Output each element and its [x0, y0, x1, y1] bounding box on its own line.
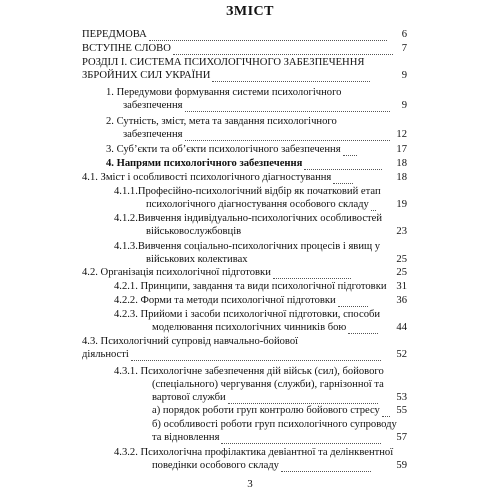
- toc-entry-4-1-3-cont: військових колективах: [146, 254, 248, 265]
- toc-page-number: 7: [401, 43, 407, 54]
- toc-entry-4-2: 4.2. Організація психологічної підготовки: [82, 267, 353, 279]
- page-title: ЗМІСТ: [226, 4, 274, 19]
- toc-entry-2: 2. Сутність, зміст, мета та завдання психологічного: [106, 116, 337, 127]
- toc-entry-2-cont: забезпечення: [123, 129, 392, 141]
- toc-page-number: 55: [396, 405, 407, 416]
- toc-page-number: 25: [396, 267, 407, 278]
- toc-entry-4-1: 4.1. Зміст і особливості психологічного діагностування: [82, 172, 355, 184]
- toc-page-number: 19: [396, 199, 407, 210]
- toc-entry-4-1-1-cont: психологічного діагностування особового складу: [146, 199, 378, 211]
- toc-entry-4-3-1-b-cont: та відновлення: [152, 432, 383, 444]
- toc-page-number: 44: [396, 322, 407, 333]
- toc-entry-1: 1. Передумови формування системи психологічного: [106, 87, 342, 98]
- toc-entry-4: 4. Напрями психологічного забезпечення: [106, 158, 384, 170]
- toc-entry-4-3-cont: діяльності: [82, 349, 383, 361]
- toc-entry-4-3-2-cont: поведінки особового складу: [152, 460, 373, 472]
- toc-page-number: 25: [396, 254, 407, 265]
- toc-entry-4-3: 4.3. Психологічний супровід навчально-бойової: [82, 336, 299, 347]
- toc-entry-1-cont: забезпечення: [123, 100, 392, 112]
- toc-entry-4-2-2: 4.2.2. Форми та методи психологічної підготовки: [114, 295, 370, 307]
- toc-page-number: 6: [401, 29, 407, 40]
- toc-entry-4-2-3-cont: моделювання психологічних чинників бою: [152, 322, 380, 334]
- toc-page-number: 9: [401, 70, 407, 81]
- toc-entry-4-3-1-cont2: вартової служби: [152, 392, 380, 404]
- toc-page-number: 36: [396, 295, 407, 306]
- toc-entry-4-1-2-cont: військовослужбовців: [146, 226, 242, 237]
- toc-page-number: 59: [396, 460, 407, 471]
- toc-page-number: 17: [396, 144, 407, 155]
- toc-page-number: 18: [396, 172, 407, 183]
- toc-entry-4-1-2: 4.1.2.Вивчення індивідуально-психологічних особливостей: [114, 213, 383, 224]
- toc-page-number: 23: [396, 226, 407, 237]
- toc-entry-4-3-2: 4.3.2. Психологічна профілактика девіантної та делінквентної: [114, 447, 394, 458]
- toc-entry-4-3-1-cont: (спеціального) чергування (служби), гарнізонної та: [152, 379, 384, 390]
- toc-entry-4-1-1: 4.1.1.Професійно-психологічний відбір як початковий етап: [114, 186, 381, 197]
- toc-page-number: 53: [396, 392, 407, 403]
- toc-entry-4-2-1: 4.2.1. Принципи, завдання та види психологічної підготовки: [114, 281, 387, 292]
- toc-entry-4-3-1: 4.3.1. Психологічне забезпечення дій військ (сил), бойового: [114, 366, 384, 377]
- toc-page-number: 18: [396, 158, 407, 169]
- toc-entry-4-3-1-b: б) особливості роботи груп психологічного супроводу: [152, 419, 397, 430]
- toc-entry-4-1-3: 4.1.3.Вивчення соціально-психологічних процесів і явищ у: [114, 241, 381, 252]
- toc-page-number: 12: [396, 129, 407, 140]
- toc-page-number: 57: [396, 432, 407, 443]
- toc-page-number: 9: [401, 100, 407, 111]
- toc-page-number: 52: [396, 349, 407, 360]
- toc-entry-chapter-1: РОЗДІЛ І. СИСТЕМА ПСИХОЛОГІЧНОГО ЗАБЕЗПЕЧЕННЯ: [82, 57, 365, 68]
- page-number-footer: 3: [247, 478, 253, 490]
- toc-entry-4-3-1-a: а) порядок роботи груп контролю бойового стресу: [152, 405, 392, 417]
- toc-entry-3: 3. Суб’єкти та об’єкти психологічного забезпечення: [106, 144, 359, 156]
- toc-entry-4-2-3: 4.2.3. Прийоми і засоби психологічної підготовки, способи: [114, 309, 381, 320]
- toc-entry-intro: ВСТУПНЕ СЛОВО: [82, 43, 395, 55]
- toc-entry-chapter-1-cont: ЗБРОЙНИХ СИЛ УКРАЇНИ: [82, 70, 372, 82]
- toc-entry-preface: ПЕРЕДМОВА: [82, 29, 389, 41]
- toc-page-number: 31: [396, 281, 407, 292]
